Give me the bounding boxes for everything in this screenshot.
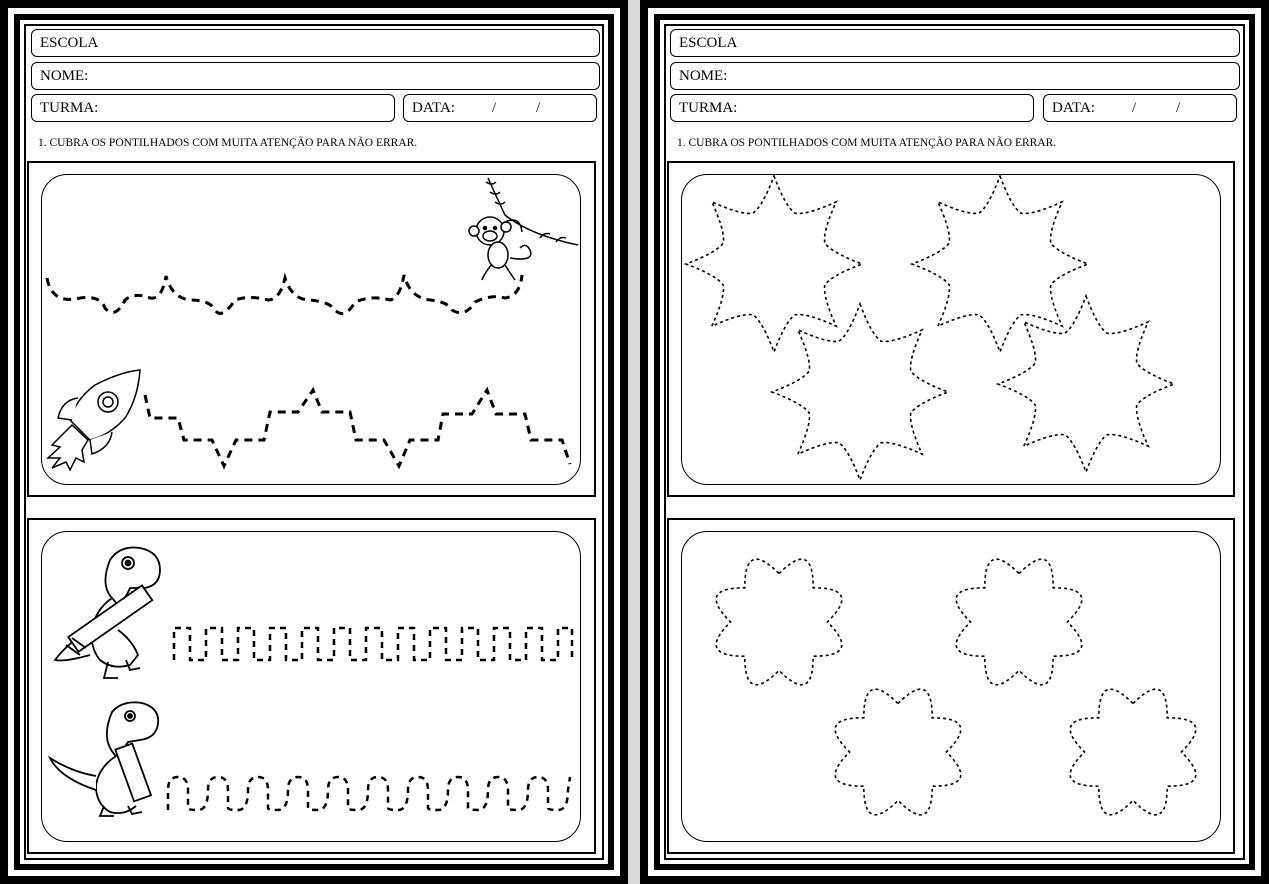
trace-shape-flower[interactable] <box>956 559 1082 685</box>
name-label: NOME: <box>679 68 728 84</box>
rocket-icon <box>48 370 140 470</box>
date-separator: / <box>1176 100 1181 116</box>
trace-line-zigzag[interactable] <box>145 390 570 466</box>
class-label: TURMA: <box>679 100 738 116</box>
trace-shape-star[interactable] <box>998 296 1174 472</box>
instruction-text: 1. CUBRA OS PONTILHADOS COM MUITA ATENÇÃO PARA NÃO ERRAR. <box>38 137 418 149</box>
left-drawings <box>0 0 628 884</box>
name-label: NOME: <box>40 68 89 84</box>
trace-shape-star[interactable] <box>686 176 862 352</box>
trace-shape-star[interactable] <box>912 176 1088 352</box>
trace-line-scallop[interactable] <box>47 275 522 314</box>
trace-line-rounded-wave[interactable] <box>168 777 570 810</box>
trace-line-square-wave[interactable] <box>174 628 572 660</box>
trace-shape-flower[interactable] <box>716 559 842 685</box>
trace-shape-star[interactable] <box>772 304 948 480</box>
monkey-icon <box>469 178 578 280</box>
trace-shape-flower[interactable] <box>1070 689 1196 815</box>
instruction-text: 1. CUBRA OS PONTILHADOS COM MUITA ATENÇÃO PARA NÃO ERRAR. <box>677 137 1057 149</box>
dinosaur-icon <box>50 702 158 816</box>
worksheet-right <box>640 0 1269 884</box>
right-drawings <box>640 0 1269 884</box>
date-separator: / <box>536 100 541 116</box>
date-label: DATA: <box>1052 100 1095 116</box>
trace-shape-flower[interactable] <box>835 689 961 815</box>
dinosaur-icon <box>55 548 160 679</box>
school-label: ESCOLA <box>40 35 99 51</box>
date-separator: / <box>1132 100 1137 116</box>
date-separator: / <box>492 100 497 116</box>
worksheet-left <box>0 0 628 884</box>
date-label: DATA: <box>412 100 455 116</box>
class-label: TURMA: <box>40 100 99 116</box>
school-label: ESCOLA <box>679 35 738 51</box>
sheet-divider <box>628 0 640 884</box>
